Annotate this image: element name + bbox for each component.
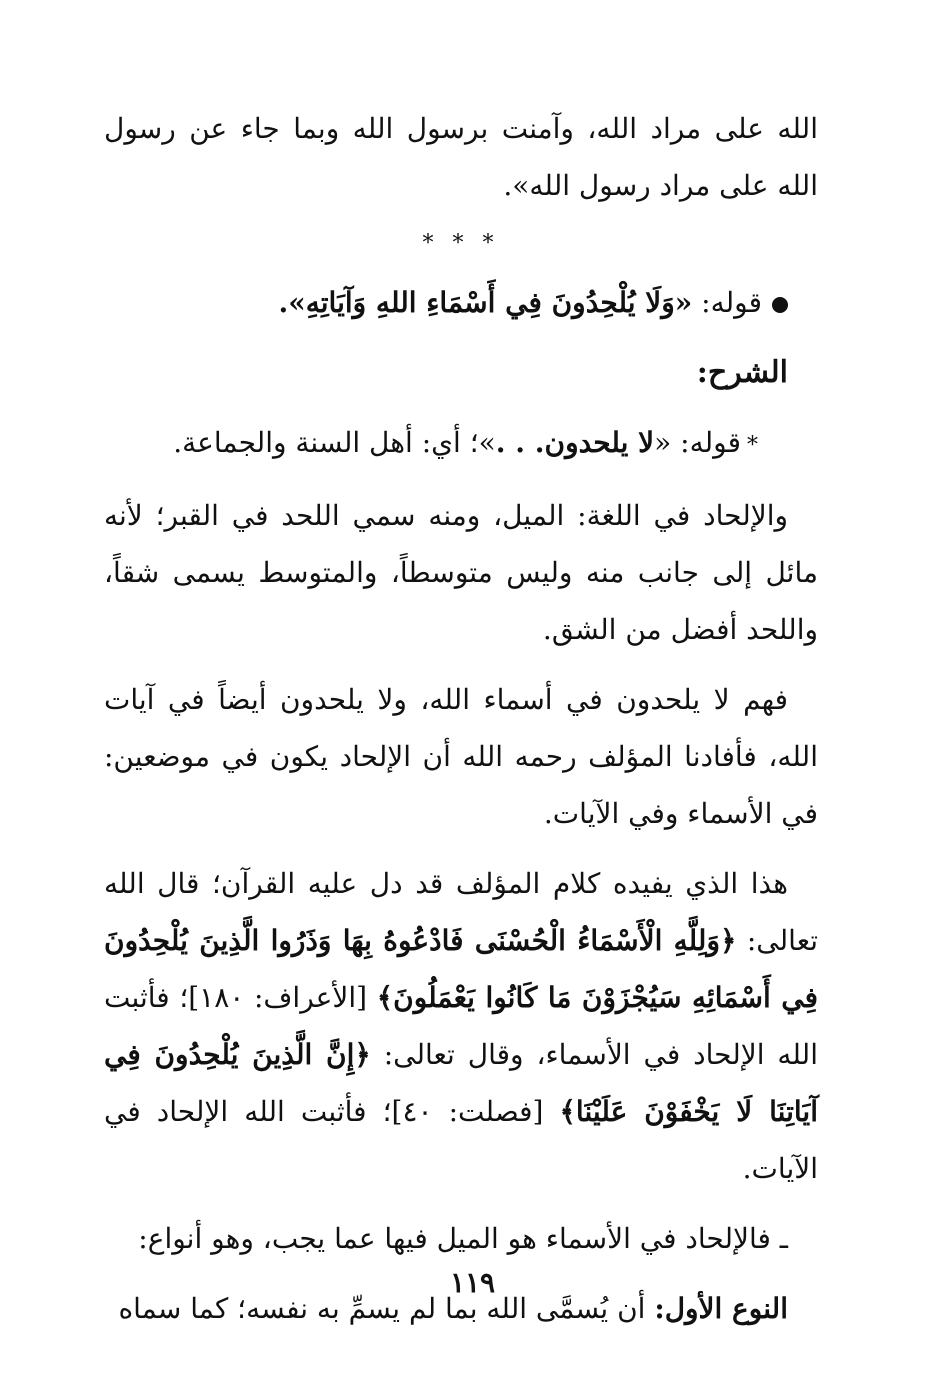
section-heading: الشرح: — [696, 355, 788, 390]
first-type-text: أن يُسمَّى الله بما لم يسمِّ به نفسه؛ كما سماه — [118, 1292, 655, 1325]
quran-verse-fussilat: ﴿إِنَّ الَّذِينَ يُلْحِدُونَ فِي آيَاتِنَا لَا يَخْفَوْنَ عَلَيْنَا﴾ — [104, 1038, 818, 1128]
evidence-intro: هذا الذي يفيده كلام المؤلف قد دل عليه القرآن؛ قال الله تعالى: — [104, 867, 818, 957]
explanation-quote: لا يلحدون. . . — [495, 426, 655, 459]
section-divider-stars: * * * — [422, 231, 500, 256]
first-type-label: النوع الأول: — [654, 1292, 788, 1325]
page-number: ١١٩ — [449, 1266, 496, 1299]
page-body — [104, 100, 818, 1337]
quran-verse-araf: ﴿وَلِلَّهِ الْأَسْمَاءُ الْحُسْنَى فَادْعُوهُ بِهَا وَذَرُوا الَّذِينَ يُلْحِدُونَ فِي أَسْمَائِهِ سَيُجْزَوْنَ مَا كَانُوا يَعْمَلُونَ﴾ — [104, 924, 818, 1014]
paragraph-quran-evidence — [104, 855, 818, 1197]
evidence-end: [فصلت: ٤٠]؛ فأثبت الله الإلحاد في الآيات. — [104, 1095, 818, 1185]
paragraph-continuation: الله على مراد الله، وآمنت برسول الله وبما جاء عن رسول الله على مراد رسول الله». — [104, 112, 818, 202]
paragraph-two-places: فهم لا يلحدون في أسماء الله، ولا يلحدون أيضاً في آيات الله، فأفادنا المؤلف رحمه الله أن الإلحاد يكون في موضعين: في الأسماء وفي الآيات. — [104, 683, 818, 830]
bullet-quote — [104, 274, 818, 331]
explanation-pre: قوله: « — [654, 426, 741, 459]
quote-label: قوله: — [692, 286, 762, 319]
explanation-post: »؛ أي: أهل السنة والجماعة. — [173, 426, 496, 459]
asterisk-icon: * — [747, 433, 758, 458]
bullet-dot-icon — [772, 297, 788, 313]
quote-text: «وَلَا يُلْحِدُونَ فِي أَسْمَاءِ اللهِ وَآيَاتِهِ». — [278, 286, 693, 319]
paragraph-types: ـ فالإلحاد في الأسماء هو الميل فيها عما يجب، وهو أنواع: — [138, 1222, 788, 1255]
paragraph-definition: والإلحاد في اللغة: الميل، ومنه سمي اللحد في القبر؛ لأنه مائل إلى جانب منه وليس متوسطاً، والمتوسط يسمى شقاً، واللحد أفضل من الشق. — [104, 499, 818, 646]
evidence-middle: [الأعراف: ١٨٠]؛ فأثبت الله الإلحاد في الأسماء، وقال تعالى: — [104, 981, 818, 1071]
paragraph-explanation — [104, 414, 818, 474]
